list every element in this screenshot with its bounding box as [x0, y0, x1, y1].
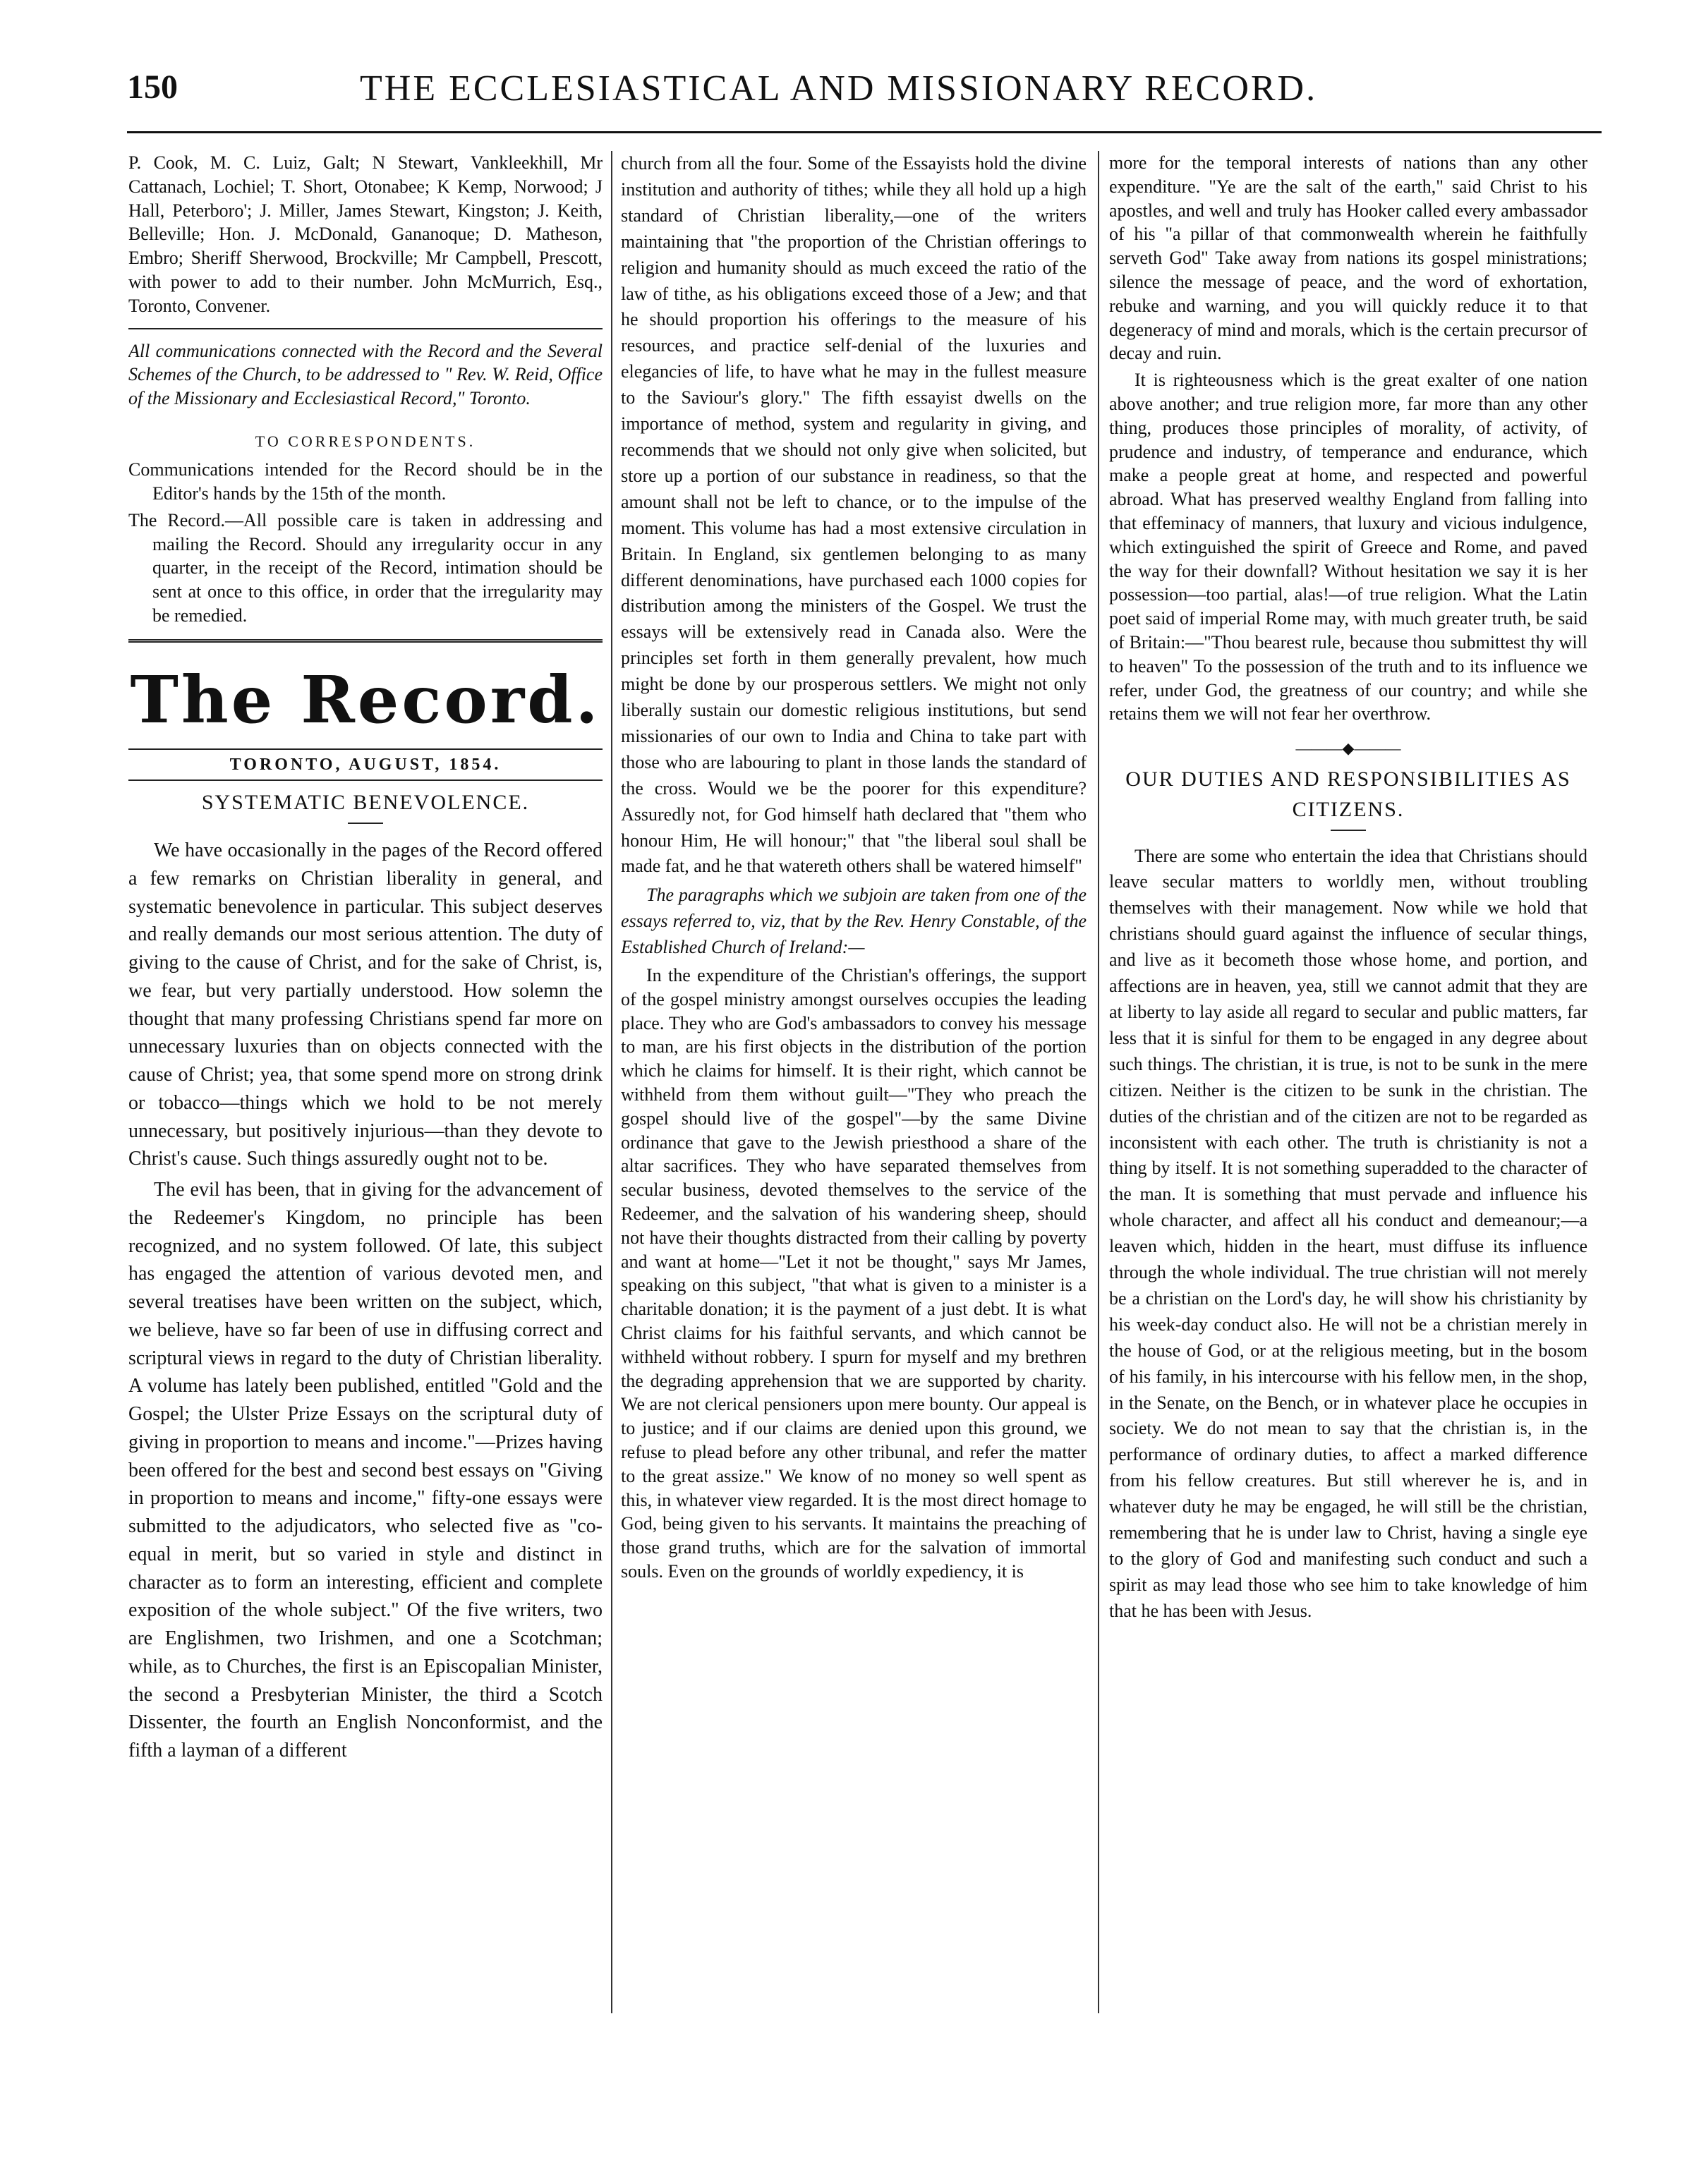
dateline: TORONTO, AUGUST, 1854.	[128, 748, 603, 781]
article-paragraph: There are some who entertain the idea that Christians should leave secular matters to worldly men, without troubling themselves with their management. Now while we hold that christians should guard against the influence of secular things, and live as it becometh those whose home, and portion, and affections are in heaven, yea, still we cannot admit that they are at liberty to lay aside all regard to secular and public matters, far less that it is sinful for them to be engaged in any degree about such things. The christian, it is true, is not to be sunk in the mere citizen. Neither is the citizen to be sunk in the christian. The duties of the christian and of the citizen are not to be regarded as inconsistent with each other. The truth is christianity is not a thing by itself. It is not something superadded to the character of the man. It is something that must pervade and influence his whole character, and affect all his conduct and demeanour;—a leaven which, hidden in the heart, must diffuse its influence through the whole individual. The true christian will not merely be a christian on the Lord's day, he will show his christianity by his week-day conduct also. He will not be a christian merely in the house of God, or at the religious meeting, but in the bosom of his family, in his intercourse with his fellow men, in the shop, in the Senate, on the Bench, or in whatever place he occupies in society. We do not mean to say that the christian is, in the performance of ordinary duties, to affect a marked difference from his fellow creatures. But still wherever he is, and in whatever duty he may be engaged, he will still be the christian, remembering that he is under law to Christ, having a single eye to the glory of God and manifesting such conduct and such a spirit as may lead those who see him to take knowledge of him that he has been with Jesus.	[1109, 845, 1587, 1621]
separator	[348, 823, 383, 824]
article-headline: OUR DUTIES AND RESPONSIBILITIES AS CITIZENS.	[1125, 768, 1571, 821]
quoted-paragraph: In the expenditure of the Christian's offerings, the support of the gospel ministry amongst ourselves occupies the leading place. They who are God's ambassadors to convey his message to man, are his first objects in the distribution of the portion which he claims for himself. It is their right, which cannot be withheld from them without guilt—"They who preach the gospel should live of the gospel"—by the same Divine ordinance that gave to the Jewish priesthood a share of the altar sacrifices. They who have separated themselves from secular business, devoted themselves to the service of the Redeemer, and the salvation of his wandering sheep, should not have their thoughts distracted from their calling by poverty and want at home—"Let it not be thought," says Mr James, speaking on this subject, "that what is given to a minister is a charitable donation; it is the payment of a just debt. It is what Christ claims for his faithful servants, and which cannot be withheld without robbery. I spurn for myself and my brethren the degrading apprehension that we are supported by charity. We are not clerical pensioners upon mere bounty. Our appeal is to justice; and if our claims are denied upon this ground, we refuse to plead before any other tribunal, and refer the matter to the great assize." We know of no money so well spent as this, in whatever view regarded. It is the most direct homage to God, being given to his servants. It maintains the preaching of those grand truths, which are for the salvation of immortal souls. Even on the grounds of worldly expediency, it is	[621, 965, 1087, 1582]
quoted-paragraph: more for the temporal interests of nations than any other expenditure. "Ye are the salt of the earth," said Christ to his apostles, and well and truly has Hooker called every ambassador of his "a pillar of that commonwealth wherein he faithfully serveth God" Take away from nations its gospel ministrations; silence the message of peace, and the word of exhortation, rebuke and warning, and you will quickly reduce it to that degeneracy of mind and morals, which is the certain precursor of decay and ruin.	[1109, 152, 1587, 364]
article-paragraph: The paragraphs which we subjoin are taken from one of the essays referred to, viz, that by the Rev. Henry Constable, of the Established Church of Ireland:—	[621, 885, 1087, 958]
quoted-paragraph: It is righteousness which is the great exalter of one nation above another; and true religion more, far more than any other thing, produces those principles of morality, of activity, of prudence and industry, of temperance and endurance, which make a people great at home, and respected and powerful abroad. What has preserved wealthy England from falling into that effeminacy of manners, that luxury and vicious indulgence, which extinguished the spirit of Greece and Rome, and paved the way for their downfall? Without hesitation we say it is her possession—too partial, alas!—of true religion. What the Latin poet said of imperial Rome may, with much greater truth, be said of Britain:—"Thou bearest rule, because thou submittest thy will to heaven" To the possession of the truth and to its influence we refer, under God, the greatness of our country; and while she retains them we will not fear her overthrow.	[1109, 370, 1587, 724]
article-headline: SYSTEMATIC BENEVOLENCE.	[201, 791, 530, 815]
page-header	[127, 68, 1602, 117]
correspondents-note-1: Communications intended for the Record should be in the Editor's hands by the 15th of the month.	[128, 459, 603, 504]
page-number: 150	[127, 68, 178, 106]
correspondents-heading: TO CORRESPONDENTS.	[255, 432, 476, 450]
separator	[128, 639, 603, 643]
column-divider	[611, 151, 612, 2013]
communications-notice: All communications connected with the Record and the Several Schemes of the Church, to be addressed to " Rev. W. Reid, Office of the Missionary and Ecclesiastical Record," Toronto.	[128, 340, 603, 409]
article-paragraph: The evil has been, that in giving for the advancement of the Redeemer's Kingdom, no principle has been recognized, and no system followed. Of late, this subject has engaged the attention of various devoted men, and several treatises have been written on the subject, which, we believe, have so far been of use in diffusing correct and scriptural views in regard to the duty of Christian liberality. A volume has lately been published, entitled "Gold and the Gospel; the Ulster Prize Essays on the scriptural duty of giving in proportion to means and income."—Prizes having been offered for the best and second best essays on "Giving in proportion to means and income," fifty-one essays were submitted to the adjudicators, who selected five as "co-equal in merit, but so varied in style and distinct in character as to form an interesting, efficient and complete exposition of the whole subject." Of the five writers, two are Englishmen, two Irishmen, and one a Scotchman; while, as to Churches, the first is an Episcopalian Minister, the second a Presbyterian Minister, the third a Scotch Dissenter, the fourth an English Nonconformist, and the fifth a layman of a different	[128, 1179, 603, 1762]
column-2	[621, 151, 1087, 2013]
correspondents-note-2: The Record.—All possible care is taken in addressing and mailing the Record. Should any irregularity occur in any quarter, in the receipt of the Record, intimation should be sent at once to this office, in order that the irregularity may be remedied.	[128, 509, 603, 626]
separator	[128, 328, 603, 329]
header-rule	[127, 131, 1602, 133]
running-title: THE ECCLESIASTICAL AND MISSIONARY RECORD.	[360, 68, 1318, 109]
agents-list: P. Cook, M. C. Luiz, Galt; N Stewart, Vankleekhill, Mr Cattanach, Lochiel; T. Short, Otonabee; K Kemp, Norwood; J Hall, Peterboro'; J. Miller, James Stewart, Kingston; J. Keith, Belleville; Hon. J. McDonald, Gananoque; D. Matheson, Embro; Sheriff Sherwood, Brockville; Mr Campbell, Prescott, with power to add to their number. John McMurrich, Esq., Toronto, Convener.	[128, 152, 603, 316]
ornament-rule: ———◆———	[1295, 739, 1401, 758]
separator	[1331, 830, 1366, 831]
column-1	[128, 151, 603, 2013]
column-divider	[1098, 151, 1099, 2013]
masthead: The Record.	[130, 661, 601, 738]
article-paragraph: We have occasionally in the pages of the Record offered a few remarks on Christian liberality in general, and systematic benevolence in particular. This subject deserves and really demands our most serious attention. The duty of giving to the cause of Christ, and for the sake of Christ, is, we fear, but very partially understood. How solemn the thought that many professing Christians spend far more on unnecessary luxuries than on objects connected with the cause of Christ; yea, that some spend more on strong drink or tobacco—things which we hold to be not merely unnecessary, but positively injurious—than they devote to Christ's cause. Such things assuredly ought not to be.	[128, 839, 603, 1170]
column-3	[1109, 151, 1587, 2013]
article-paragraph: church from all the four. Some of the Essayists hold the divine institution and authority of tithes; while they all hold up a high standard of Christian liberality,—one of the writers maintaining that "the proportion of the Christian offerings to religion and humanity should as much exceed the ratio of the law of tithe, as his obligations exceed those of a Jew; and that he should proportion his offerings to the measure of his resources, and practice self-denial of the luxuries and elegancies of life, to have what he may in the fullest measure to the Saviour's glory." The fifth essayist dwells on the importance of method, system and regularity in giving, and recommends that we should not only give when solicited, but store up a portion of our substance in readiness, so that the amount shall not be left to chance, or to the impulse of the moment. This volume has had a most extensive circulation in Britain. In England, six gentlemen belonging to as many different denominations, have purchased each 1000 copies for distribution among the ministers of the Gospel. We trust the essays will be extensively read in Canada also. Were the principles set forth in them generally prevalent, how much might be done by our prosperous settlers. We might not only liberally sustain our domestic religious institutions, but send missionaries of our own to India and China to take part with those who are labouring to plant in those lands the standard of the cross. Would we be the poorer for this expenditure? Assuredly not, for God himself hath declared that "them who honour Him, He will honour;" that "the liberal soul shall be made fat, and he that watereth others shall be watered himself"	[621, 153, 1087, 877]
